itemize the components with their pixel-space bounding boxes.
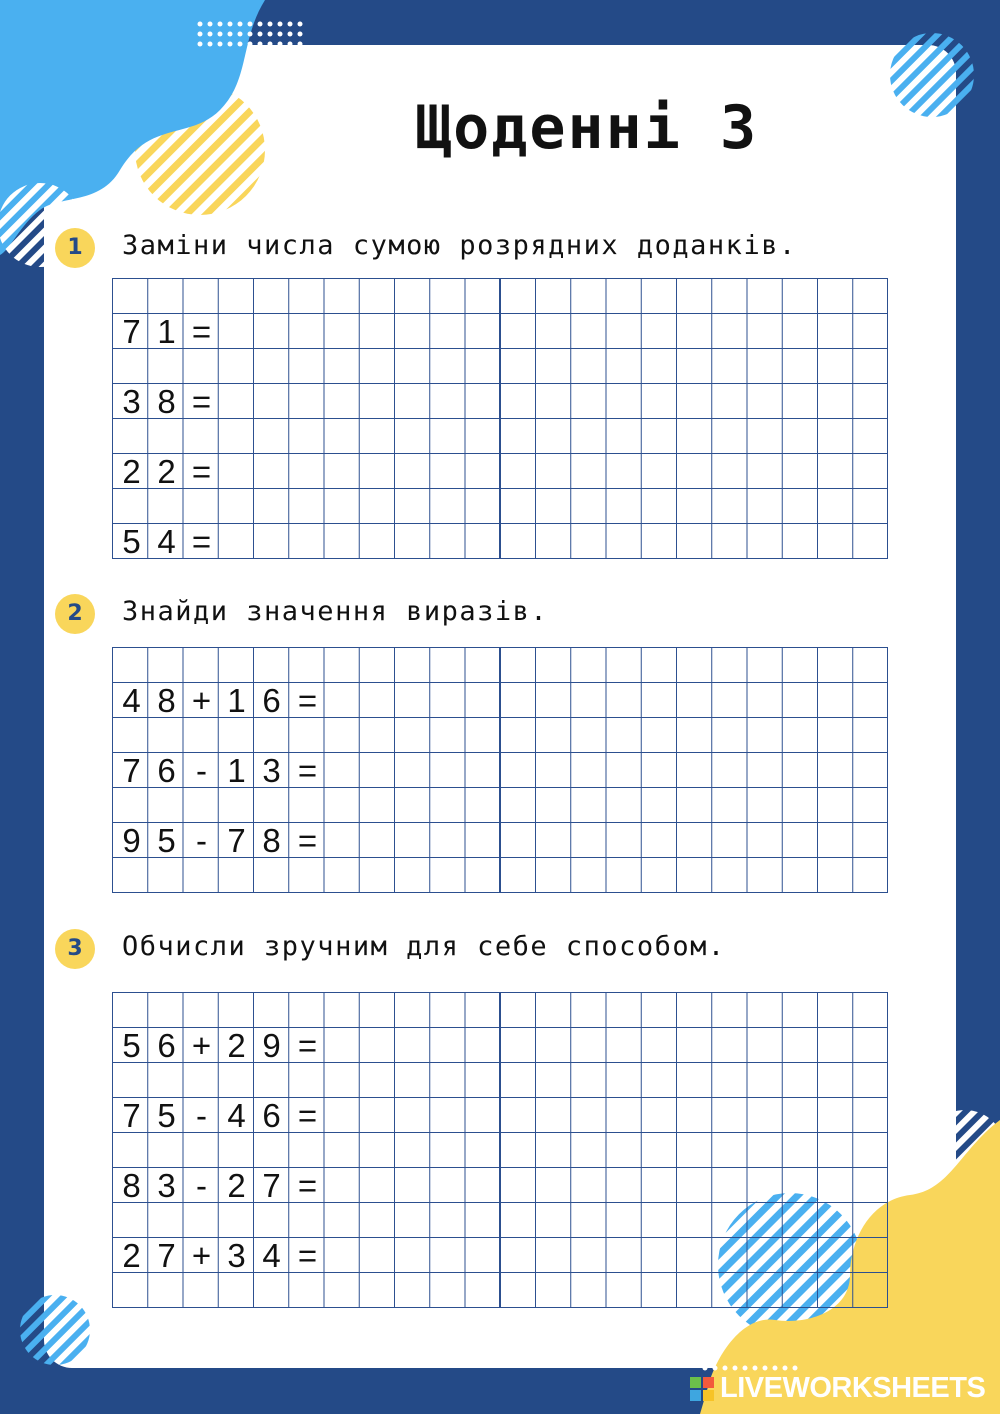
task-2-grid xyxy=(112,647,888,893)
cell: 6 xyxy=(262,1097,281,1134)
cell: = xyxy=(297,1097,318,1134)
task-2-instruction: Знайди значення виразів. xyxy=(122,596,549,627)
cell: 1 xyxy=(227,752,246,789)
cell: 5 xyxy=(122,523,141,560)
cell: = xyxy=(297,1167,318,1204)
cell: 7 xyxy=(262,1167,281,1204)
liveworksheets-logo-icon xyxy=(690,1377,714,1401)
cell: 5 xyxy=(122,1027,141,1064)
cell: 3 xyxy=(122,383,141,420)
cell: = xyxy=(191,383,212,420)
cell: = xyxy=(191,313,212,350)
grid-center-line xyxy=(499,992,501,1307)
cell: 1 xyxy=(227,682,246,719)
cell: + xyxy=(191,1027,212,1064)
task-3-grid xyxy=(112,992,888,1308)
cell: 2 xyxy=(227,1027,246,1064)
cell: + xyxy=(191,1237,212,1274)
task-1-instruction: Заміни числа сумою розрядних доданків. xyxy=(122,230,797,261)
task-2-number: 2 xyxy=(55,594,95,634)
cell: - xyxy=(196,752,207,789)
cell: 3 xyxy=(227,1237,246,1274)
page-title-text: Щоденні 3 xyxy=(415,93,759,163)
cell: 7 xyxy=(122,752,141,789)
cell: = xyxy=(297,1237,318,1274)
cell: 7 xyxy=(157,1237,176,1274)
cell: = xyxy=(191,523,212,560)
cell: 3 xyxy=(262,752,281,789)
cell: - xyxy=(196,1167,207,1204)
grid-center-line xyxy=(499,278,501,558)
cell: 7 xyxy=(227,822,246,859)
cell: 9 xyxy=(122,822,141,859)
cell: = xyxy=(297,822,318,859)
cell: 5 xyxy=(157,822,176,859)
cell: = xyxy=(297,682,318,719)
cell: 4 xyxy=(157,523,176,560)
cell: 3 xyxy=(157,1167,176,1204)
cell: = xyxy=(297,752,318,789)
cell: 4 xyxy=(227,1097,246,1134)
cell: 4 xyxy=(122,682,141,719)
decor-bottom-left xyxy=(20,1285,100,1375)
cell: 8 xyxy=(157,682,176,719)
page-title xyxy=(0,88,1000,168)
grid-center-line xyxy=(499,647,501,892)
cell: 2 xyxy=(122,453,141,490)
cell: 6 xyxy=(157,752,176,789)
cell: 6 xyxy=(262,682,281,719)
cell: 5 xyxy=(157,1097,176,1134)
cell: 9 xyxy=(262,1027,281,1064)
task-3-number: 3 xyxy=(55,929,95,969)
cell: - xyxy=(196,1097,207,1134)
task-3-instruction: Обчисли зручним для себе способом. xyxy=(122,931,726,962)
cell: 8 xyxy=(262,822,281,859)
cell: 7 xyxy=(122,1097,141,1134)
task-1-grid xyxy=(112,278,888,559)
liveworksheets-brand[interactable]: LIVEWORKSHEETS xyxy=(720,1372,986,1404)
cell: 2 xyxy=(157,453,176,490)
cell: 4 xyxy=(262,1237,281,1274)
cell: 8 xyxy=(122,1167,141,1204)
cell: 2 xyxy=(122,1237,141,1274)
cell: 2 xyxy=(227,1167,246,1204)
cell: + xyxy=(191,682,212,719)
cell: 1 xyxy=(157,313,176,350)
task-1-number: 1 xyxy=(55,228,95,268)
cell: 7 xyxy=(122,313,141,350)
cell: = xyxy=(191,453,212,490)
cell: 8 xyxy=(157,383,176,420)
cell: = xyxy=(297,1027,318,1064)
cell: 6 xyxy=(157,1027,176,1064)
cell: - xyxy=(196,822,207,859)
